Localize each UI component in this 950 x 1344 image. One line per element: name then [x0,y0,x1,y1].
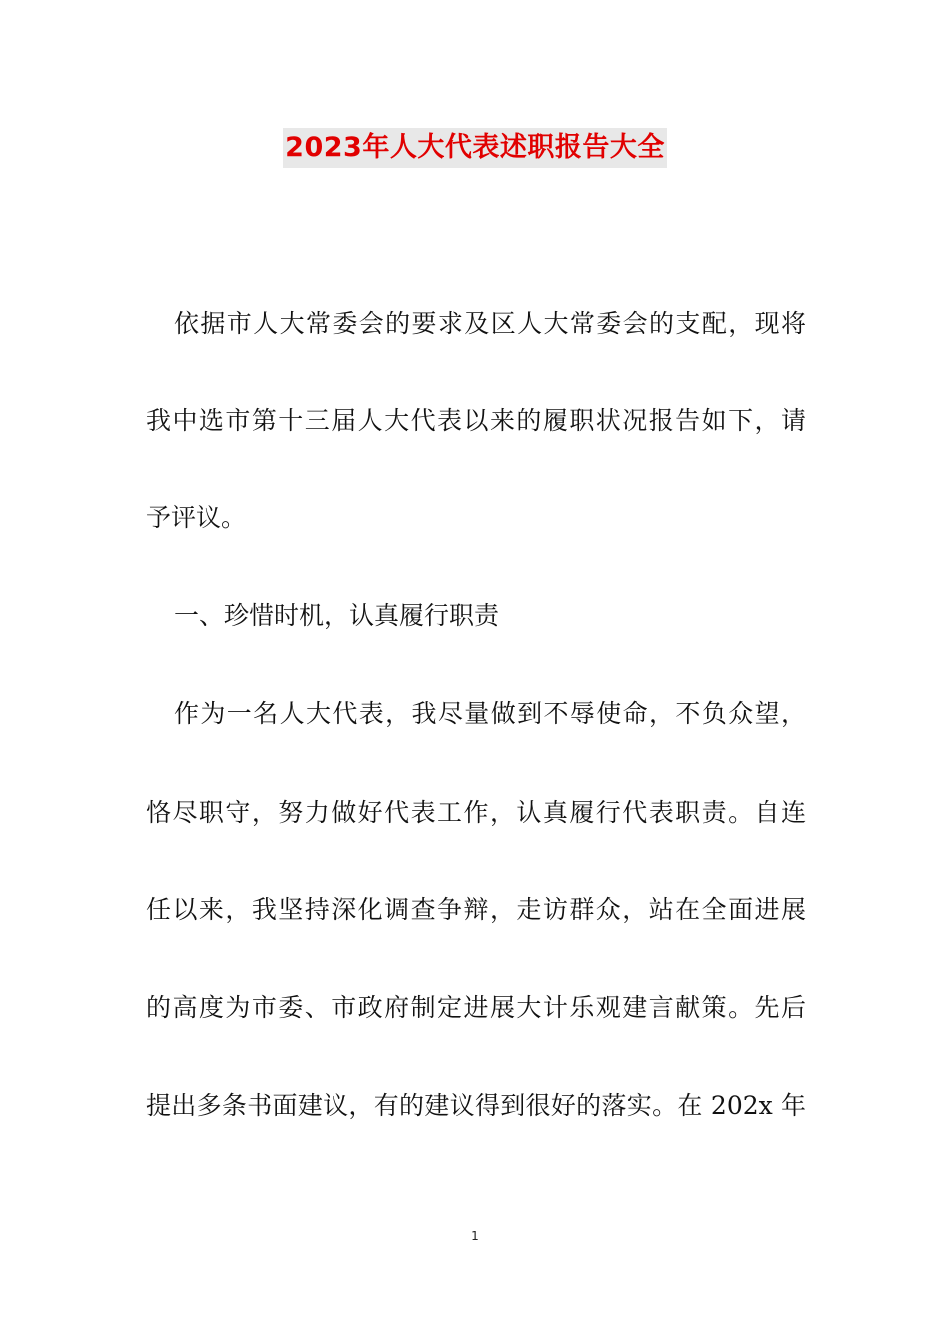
page-number: 1 [471,1229,479,1243]
paragraph-line: 依据市人大常委会的要求及区人大常委会的支配，现将 [174,309,806,338]
paragraph-line: 恪尽职守，努力做好代表工作，认真履行代表职责。自连 [146,798,806,827]
document-title: 2023年人大代表述职报告大全 [283,128,667,168]
paragraph-line: 我中选市第十三届人大代表以来的履职状况报告如下，请 [146,406,806,435]
title-container [0,128,950,168]
section-heading: 一、珍惜时机，认真履行职责 [174,601,500,630]
paragraph-line: 作为一名人大代表，我尽量做到不辱使命，不负众望， [174,699,806,728]
paragraph-line: 予评议。 [146,503,247,532]
paragraph-line: 任以来，我坚持深化调查争辩，走访群众，站在全面进展 [146,895,806,924]
paragraph-line: 的高度为市委、市政府制定进展大计乐观建言献策。先后 [146,993,806,1022]
paragraph-line: 提出多条书面建议，有的建议得到很好的落实。在 202x 年 [146,1091,806,1120]
